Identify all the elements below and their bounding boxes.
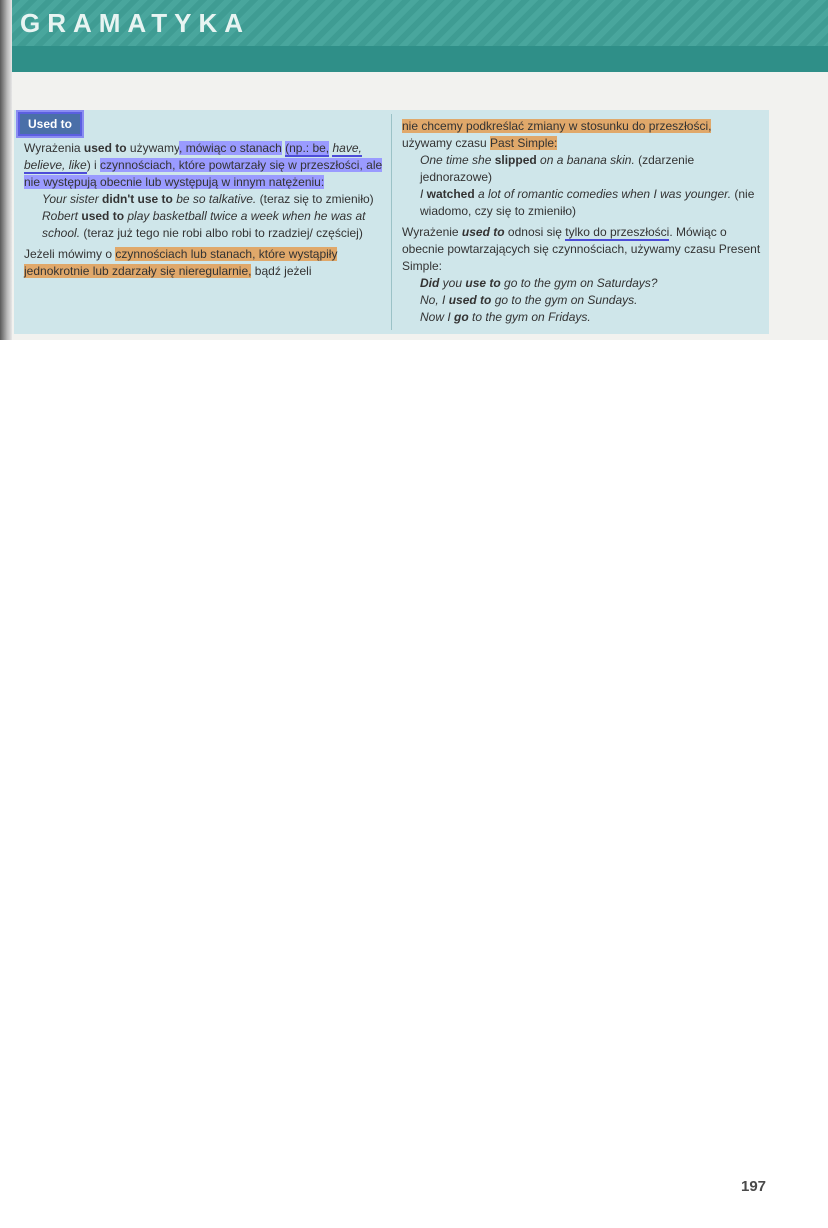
text-run: nie chcemy podkreślać zmiany w stosunku do przeszłości, xyxy=(402,119,712,133)
text-run: One time she xyxy=(420,153,495,167)
text-run: (nie wiadomo, czy się to zmieniło) xyxy=(420,187,755,218)
example-sentence xyxy=(402,186,764,220)
text-run: Wyrażenia xyxy=(24,141,84,155)
text-run: Past Simple: xyxy=(490,136,558,150)
text-run: (teraz już tego nie robi albo robi to rzadziej/ częściej) xyxy=(80,226,363,240)
text-run: have, believe, like xyxy=(24,141,362,172)
text-run: go to the gym on Saturdays? xyxy=(500,276,658,290)
rule-paragraph xyxy=(402,224,764,275)
text-run: używamy czasu xyxy=(402,136,491,150)
text-run: ) i xyxy=(86,158,101,172)
text-run: used to xyxy=(448,293,492,307)
page-number: 197 xyxy=(741,1178,767,1195)
example-sentence xyxy=(24,208,384,242)
text-run: , mówiąc o stanach xyxy=(179,141,282,155)
text-run: slipped xyxy=(494,153,537,167)
book-spine-shadow xyxy=(0,0,12,340)
text-run: odnosi się xyxy=(504,225,566,239)
text-run: to the gym on Fridays. xyxy=(468,310,591,324)
rule-paragraph xyxy=(24,140,384,191)
text-run: go xyxy=(454,310,469,324)
text-run: Jeżeli mówimy o xyxy=(24,247,116,261)
example-sentence xyxy=(402,152,764,186)
header-band xyxy=(12,46,828,72)
text-run: play basketball twice a week when he was at school. xyxy=(42,209,366,240)
section-heading: GRAMATYKA xyxy=(20,8,251,38)
text-run: watched xyxy=(426,187,475,201)
text-run: on a banana skin. xyxy=(536,153,635,167)
text-run: use to xyxy=(465,276,501,290)
text-run: Your sister xyxy=(42,192,103,206)
example-sentence xyxy=(24,191,384,208)
rule-paragraph xyxy=(402,118,764,152)
text-run: Did xyxy=(420,276,440,290)
text-run: I xyxy=(420,187,427,201)
text-run: go to the gym on Sundays. xyxy=(491,293,638,307)
text-run: No, I xyxy=(420,293,449,307)
text-run: didn't use to xyxy=(102,192,173,206)
text-run: be so talkative. xyxy=(172,192,257,206)
text-run: tylko do przeszłości xyxy=(565,225,670,239)
text-run: Robert xyxy=(42,209,82,223)
text-run: Wyrażenie xyxy=(402,225,462,239)
example-sentence xyxy=(402,275,764,292)
text-run: bądź jeżeli xyxy=(251,264,312,278)
text-run: . Mówiąc o obecnie powtarzających się czynnościach, używamy czasu Present Simple: xyxy=(402,225,761,273)
text-run: (np.: be, xyxy=(285,141,330,155)
text-run: używamy xyxy=(126,141,180,155)
right-column xyxy=(402,118,764,326)
text-run: (zdarzenie jednorazowe) xyxy=(420,153,695,184)
example-sentence xyxy=(402,309,764,326)
text-run: you xyxy=(439,276,466,290)
topic-tag: Used to xyxy=(18,112,82,136)
text-run: used to xyxy=(461,225,505,239)
text-run: used to xyxy=(83,141,127,155)
text-run: Now I xyxy=(420,310,455,324)
text-run: used to xyxy=(81,209,125,223)
text-run: czynnościach lub stanach, które wystąpiły jednokrotnie lub zdarzały się nieregularnie, xyxy=(24,247,338,278)
rule-paragraph xyxy=(24,246,384,280)
example-sentence xyxy=(402,292,764,309)
text-run: czynnościach, które powtarzały się w przeszłości, ale nie występują obecnie lub występują w innym natężeniu: xyxy=(24,158,383,189)
left-column xyxy=(24,140,384,280)
text-run: a lot of romantic comedies when I was younger. xyxy=(474,187,732,201)
column-divider xyxy=(391,114,392,330)
text-run: (teraz się to zmieniło) xyxy=(256,192,374,206)
